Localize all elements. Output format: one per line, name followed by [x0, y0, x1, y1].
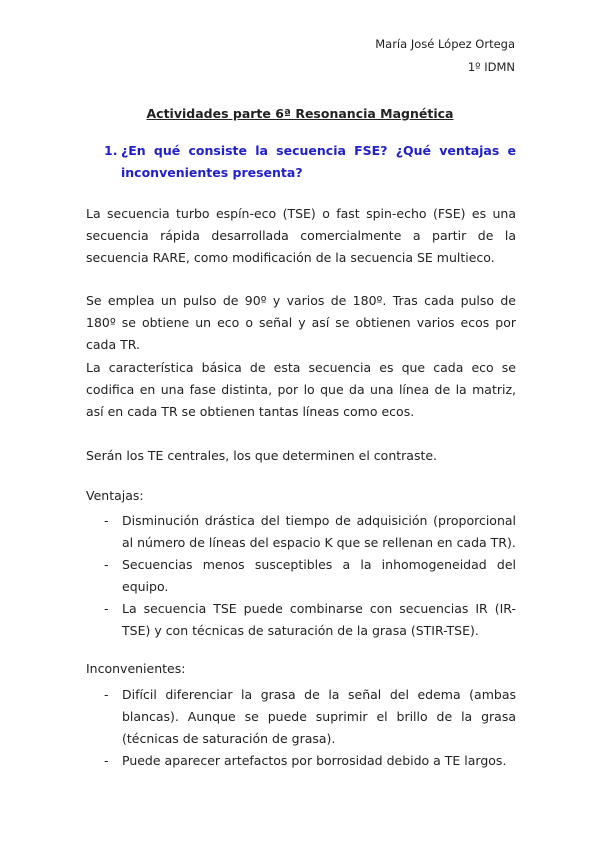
list-item — [86, 510, 516, 554]
inconvenientes-list — [86, 684, 516, 772]
list-item — [86, 684, 516, 750]
question-heading — [104, 140, 516, 184]
ventajas-label: Ventajas: — [86, 488, 144, 503]
bullet-dash: - — [104, 513, 109, 528]
paragraph: Se emplea un pulso de 90º y varios de 180º. Tras cada pulso de 180º se obtiene un eco o señal y así se obtienen varios ecos por cada TR. — [86, 293, 516, 352]
list-item — [86, 750, 516, 772]
bullet-dash: - — [104, 753, 109, 768]
list-item-text: Puede aparecer artefactos por borrosidad debido a TE largos. — [122, 753, 507, 768]
list-item-text: Secuencias menos susceptibles a la inhomogeneidad del equipo. — [122, 557, 516, 594]
paragraph: Serán los TE centrales, los que determinen el contraste. — [86, 448, 438, 463]
bullet-dash: - — [104, 601, 109, 616]
bullet-dash: - — [104, 557, 109, 572]
list-item — [86, 554, 516, 598]
question-number: 1. — [104, 143, 118, 158]
ventajas-list — [86, 510, 516, 642]
course-label: 1º IDMN — [467, 60, 515, 74]
paragraph: La característica básica de esta secuencia es que cada eco se codifica en una fase distinta, por lo que da una línea de la matriz, así en cada TR se obtienen tantas líneas como ecos. — [86, 360, 516, 419]
page-title: Actividades parte 6ª Resonancia Magnética — [146, 106, 454, 121]
question-text: ¿En qué consiste la secuencia FSE? ¿Qué ventajas e inconvenientes presenta? — [121, 143, 516, 180]
list-item — [86, 598, 516, 642]
paragraph: La secuencia turbo espín-eco (TSE) o fast spin-echo (FSE) es una secuencia rápida desarrollada comercialmente a partir de la secuencia RARE, como modificación de la secuencia SE multieco. — [86, 206, 516, 265]
bullet-dash: - — [104, 687, 109, 702]
list-item-text: Disminución drástica del tiempo de adquisición (proporcional al número de líneas del espacio K que se rellenan en cada TR). — [122, 513, 516, 550]
inconvenientes-label: Inconvenientes: — [86, 661, 186, 676]
list-item-text: La secuencia TSE puede combinarse con secuencias IR (IR-TSE) y con técnicas de saturación de la grasa (STIR-TSE). — [122, 601, 516, 638]
list-item-text: Difícil diferenciar la grasa de la señal del edema (ambas blancas). Aunque se puede suprimir el brillo de la grasa (técnicas de saturación de grasa). — [122, 687, 516, 746]
author-name: María José López Ortega — [375, 37, 515, 51]
